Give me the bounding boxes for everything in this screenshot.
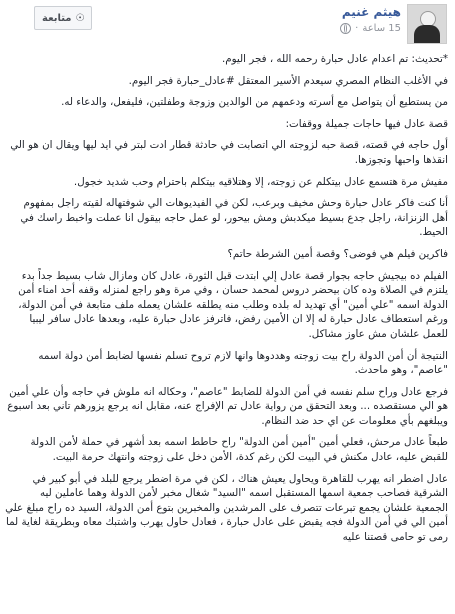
post-header [0, 0, 455, 50]
follow-label: متابعة [42, 12, 72, 24]
paragraph-story-title: قصة عادل فيها حاجات جميلة ووقفات: [285, 117, 448, 130]
avatar-body-shape [414, 25, 440, 44]
paragraph-update: *تحديث: تم اعدام عادل حبارة رحمه الله ، فجر اليوم. [221, 53, 448, 65]
public-globe-icon [340, 23, 351, 34]
avatar[interactable] [407, 4, 447, 44]
paragraph-film-story: الفيلم ده بيجيش حاجه بجوار قصة عادل إلي ابتدت قبل الثورة، عادل كان ومازال شاب بسيط جداً بدء يلتزم في الصلاة وده كان بيحضر دروس لمحمد حسان ، وفي مرة وهو راجع لمنزله وقفه أحد امناء أمن الدولة اسمه "علي أمين" أي تهديد له بلده وطلب منه يطلقه علشان يعمله ملف متابعة في أمن الدولة، ورغم استعطاف عادل حبارة له إلا ان الأمين رفض، فاترفز عادل حبارة عليه، وبعدها عادل سافر ليبيا للعمل علشان مش عاوز مشاكل. [18, 269, 448, 340]
paragraph-intro: في الأغلب النظام المصري سيعدم الأسير المعتقل #عادل_حبارة فجر اليوم. [128, 74, 448, 87]
paragraph-escape: عادل اضطر انه يهرب للقاهرة ويحاول يعيش هناك ، لكن في مرة اضطر يرجع للبلد في أبو كبير في الشرقية فصاحب جمعية اسمها المستقبل اسمه "السيد" شغال مخبر لأمن الدولة وهما عاملين ليه الجمعية علشان يجمع تبرعات تتصرف على المرشدين والمخبرين بتوع أمن الدولة، السيد ده راح مبلغ علي أمين الي في أمن الدولة فجه يقبض على عادل حبارة ، فعادل حاول يهرب واشتبك معاه وبطريقة لغاية لما رمى تو حامى قصتنا عليه [5, 472, 448, 544]
paragraph-impression: أنا كنت فاكر عادل حبارة وحش مخيف وبرعب، لكن في الفيديوهات الي شوفتهاله لقيته راجل بمفهوم أهل الزنزانة، راجل جدع بسيط ميكدبش ومش بيحور، لو عمل حاجه بيقول انا عملت واخبط راسك في الحيط. [20, 197, 448, 239]
post-meta [340, 23, 401, 34]
paragraph-respect: مفيش مرة هتسمع عادل بيتكلم عن زوجته، إلا وهتلاقيه بيتكلم باحترام وحب شديد خجول. [73, 175, 448, 188]
paragraph-result: النتيجة أن أمن الدولة راح بيت زوجته وهددوها وانها لازم تروح تسلم نفسها لضابط أمن دولة اسمه "عاصم"، وهو ماحدث. [38, 349, 448, 377]
paragraph-return: فرجع عادل وراح سلم نفسه في أمن الدولة للضابط "عاصم"، وحكاله انه ملوش في حاجه وأن علي أمين هو الي مستقصده ... وبعد التحقق من رواية عادل تم الإفراج عنه، مقابل انه يرجع يزورهم تاني بعد اسبوع ويبلغهم بأي معلومات عن اي حد ضد النظام. [7, 385, 448, 427]
dot-separator: · [355, 23, 359, 34]
paragraph-support: من يستطيع أن يتواصل مع أسرته ودعمهم من الوالدين وزوجة وطفلتين، فليفعل، والدعاء له. [61, 96, 448, 109]
follow-button[interactable] [34, 6, 92, 30]
rss-icon: ☉ [75, 12, 85, 24]
author-name[interactable]: هيثم غنيم [341, 5, 401, 19]
paragraph-question: فاكرين فيلم هي فوضى؟ وقصة أمين الشرطة حاتم؟ [227, 247, 448, 260]
post-body [5, 52, 448, 552]
paragraph-love-story: أول حاجه في قصته، قصة حبه لزوجته الي اتصابت في حادثة قطار ادت لبتر في ايد ليها ويقال ان هو الي انقذها واحبها وتجوزها. [10, 139, 448, 166]
post-time[interactable]: 15 ساعة [362, 23, 401, 34]
paragraph-campaign: طبعاً عادل مرحش، فعلي أمين "أمين أمن الدولة" راح حاطط اسمه بعد أشهر في حملة لأمن الدولة للقبض عليه، عادل مكنش في البيت لكن رغم كدة، الأمن دخل على زوجته وانتهك حرمة البيت. [30, 436, 448, 464]
